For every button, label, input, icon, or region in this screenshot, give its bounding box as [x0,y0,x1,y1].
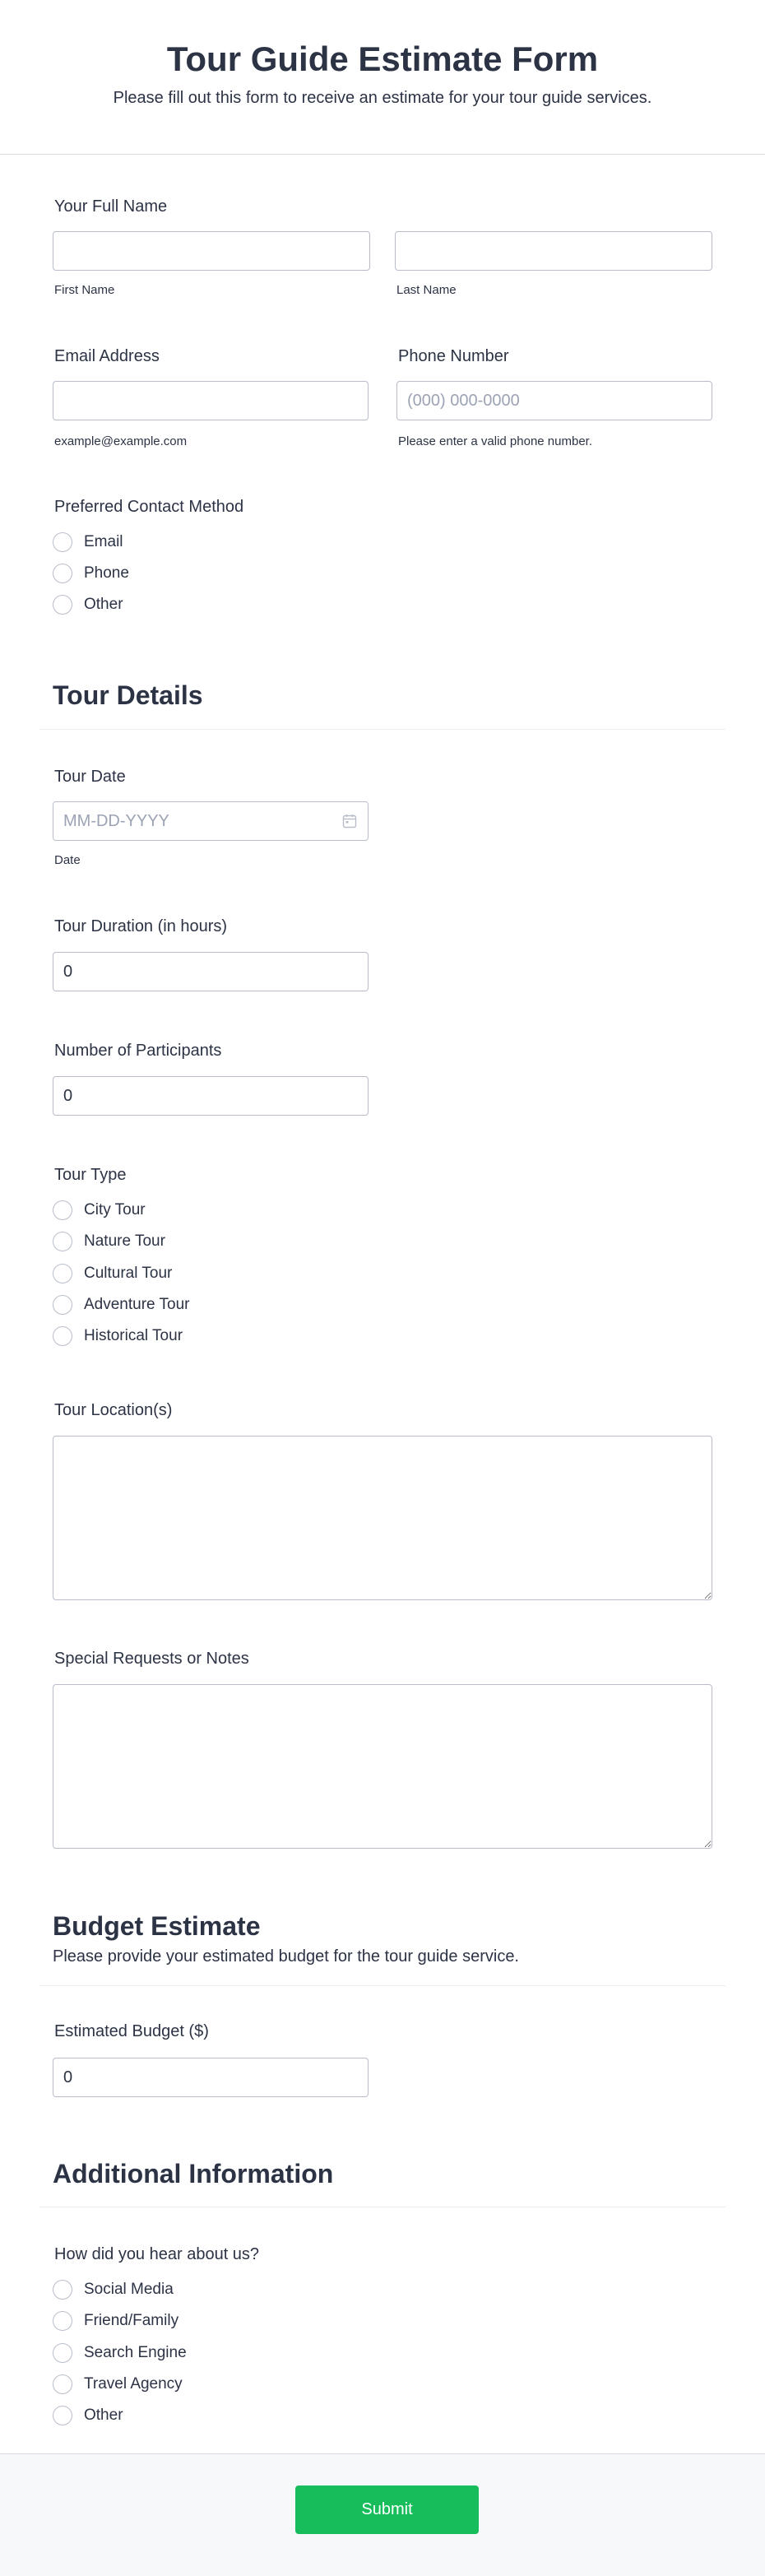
form-subtitle: Please fill out this form to receive an estimate for your tour guide services. [113,89,652,107]
radio-label: Other [84,2407,123,2424]
tour-date-label: Tour Date [54,768,126,786]
heard-option-social-media[interactable] [53,2280,174,2300]
radio-button[interactable] [53,1295,72,1315]
radio-button[interactable] [53,2374,72,2394]
tour-type-option-cultural[interactable] [53,1264,172,1283]
radio-button[interactable] [53,2343,72,2363]
first-name-sublabel: First Name [54,283,115,297]
tour-date-field [53,801,369,841]
contact-option-phone[interactable] [53,564,129,583]
tour-details-heading: Tour Details [53,680,203,710]
tour-type-option-nature[interactable] [53,1232,165,1251]
radio-button[interactable] [53,1232,72,1251]
radio-label: Search Engine [84,2344,187,2361]
header-divider [0,154,765,155]
contact-option-other[interactable] [53,595,123,615]
tour-duration-label: Tour Duration (in hours) [54,917,228,935]
tour-locations-textarea[interactable] [53,1436,712,1600]
radio-label: Nature Tour [84,1232,165,1250]
contact-method-label: Preferred Contact Method [54,498,244,516]
phone-input[interactable] [396,381,712,420]
radio-button[interactable] [53,2311,72,2331]
radio-button[interactable] [53,2280,72,2300]
tour-duration-input[interactable] [53,952,369,991]
tour-type-label: Tour Type [54,1166,127,1184]
section-divider [39,1985,726,1986]
estimated-budget-label: Estimated Budget ($) [54,2022,209,2040]
email-sublabel: example@example.com [54,434,188,448]
radio-label: Other [84,596,123,613]
heard-about-label: How did you hear about us? [54,2245,260,2263]
calendar-icon[interactable] [342,814,357,828]
heard-option-search-engine[interactable] [53,2343,187,2363]
form-footer [0,2453,765,2576]
additional-info-heading: Additional Information [53,2159,334,2188]
radio-button[interactable] [53,2406,72,2425]
special-requests-label: Special Requests or Notes [54,1650,249,1668]
email-input[interactable] [53,381,369,420]
participants-label: Number of Participants [54,1042,222,1060]
radio-label: Phone [84,564,129,582]
radio-button[interactable] [53,595,72,615]
tour-type-option-historical[interactable] [53,1326,183,1346]
tour-type-option-city[interactable] [53,1200,146,1220]
last-name-input[interactable] [395,231,712,271]
budget-heading: Budget Estimate [53,1911,261,1941]
heard-option-other[interactable] [53,2406,123,2425]
contact-option-email[interactable] [53,532,123,552]
first-name-input[interactable] [53,231,370,271]
form-title: Tour Guide Estimate Form [166,39,599,78]
radio-label: Social Media [84,2281,174,2298]
radio-button[interactable] [53,532,72,552]
section-divider [39,729,726,730]
phone-sublabel: Please enter a valid phone number. [398,434,592,448]
radio-label: Historical Tour [84,1327,183,1344]
radio-label: Cultural Tour [84,1265,173,1282]
participants-input[interactable] [53,1076,369,1116]
phone-label: Phone Number [398,347,509,365]
last-name-sublabel: Last Name [396,283,457,297]
full-name-label: Your Full Name [54,197,168,216]
tour-date-input[interactable] [53,801,369,841]
estimated-budget-input[interactable] [53,2058,369,2097]
radio-button[interactable] [53,1264,72,1283]
email-label: Email Address [54,347,160,365]
radio-label: Email [84,533,123,550]
budget-description: Please provide your estimated budget for the tour guide service. [53,1947,519,1966]
tour-type-option-adventure[interactable] [53,1295,190,1315]
submit-button[interactable]: Submit [295,2485,479,2534]
radio-label: City Tour [84,1201,146,1218]
heard-option-friend-family[interactable] [53,2311,178,2331]
special-requests-textarea[interactable] [53,1684,712,1849]
radio-button[interactable] [53,1200,72,1220]
radio-button[interactable] [53,564,72,583]
radio-label: Travel Agency [84,2375,183,2393]
radio-label: Friend/Family [84,2312,179,2329]
tour-date-sublabel: Date [54,853,81,867]
footer-divider [0,2453,765,2454]
radio-button[interactable] [53,1326,72,1346]
heard-option-travel-agency[interactable] [53,2374,183,2394]
tour-locations-label: Tour Location(s) [54,1401,173,1419]
radio-label: Adventure Tour [84,1296,190,1313]
